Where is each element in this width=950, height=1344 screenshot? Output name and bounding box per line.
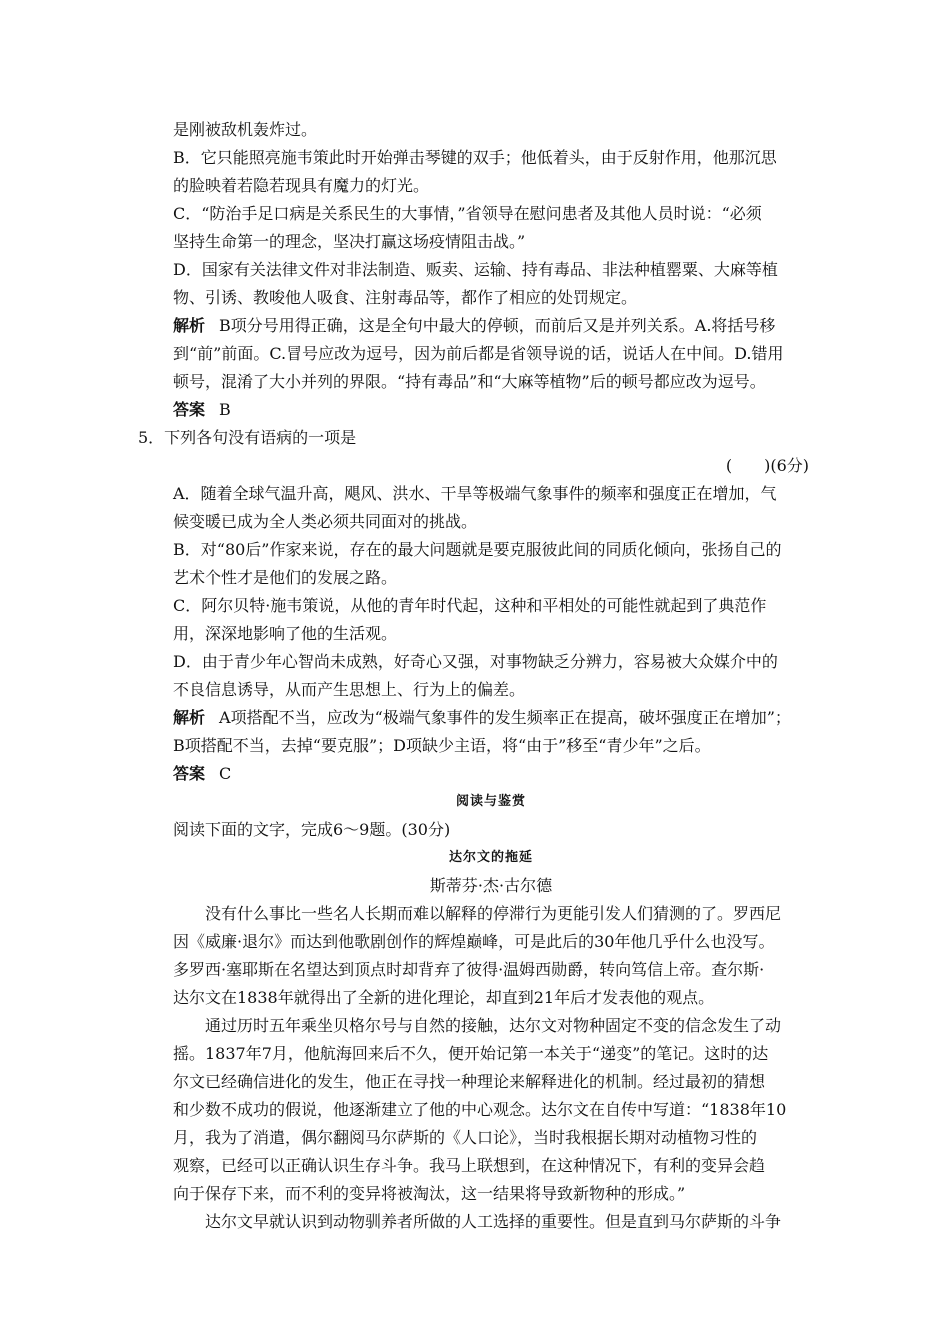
option-a-line-1: A．随着全球气温升高，飓风、洪水、干旱等极端气象事件的频率和强度正在增加，气 bbox=[173, 484, 777, 503]
analysis-line-2: 到“前”前面。C.冒号应改为逗号，因为前后都是省领导说的话，说话人在中间。D.错用 bbox=[173, 344, 784, 363]
paragraph-1-line-1: 没有什么事比一些名人长期而难以解释的停滞行为更能引发人们猜测的了。罗西尼 bbox=[205, 904, 782, 923]
section-title: 阅读与鉴赏 bbox=[455, 794, 526, 809]
paragraph-2-line-5: 月，我为了消遣，偶尔翻阅马尔萨斯的《人口论》，当时我根据长期对动植物习性的 bbox=[173, 1128, 758, 1147]
paragraph-1-line-3: 多罗西·塞耶斯在名望达到顶点时却背弃了彼得·温姆西勋爵，转向笃信上帝。查尔斯· bbox=[173, 960, 765, 979]
option-d-line-1: D．国家有关法律文件对非法制造、贩卖、运输、持有毒品、非法种植罂粟、大麻等植 bbox=[173, 260, 778, 279]
option-d-line-2: 不良信息诱导，从而产生思想上、行为上的偏差。 bbox=[173, 680, 526, 699]
answer-value: C bbox=[219, 764, 232, 783]
analysis-label: 解析 bbox=[173, 316, 206, 335]
article-title: 达尔文的拖延 bbox=[448, 850, 533, 865]
paragraph-2-line-6: 观察，已经可以正确认识生存斗争。我马上联想到，在这种情况下，有利的变异会趋 bbox=[173, 1156, 766, 1175]
option-d-line-2: 物、引诱、教唆他人吸食、注射毒品等，都作了相应的处罚规定。 bbox=[173, 288, 638, 307]
option-a-line-2: 候变暖已成为全人类必须共同面对的挑战。 bbox=[173, 512, 478, 531]
option-b-line-2: 的脸映着若隐若现具有魔力的灯光。 bbox=[173, 176, 430, 195]
article-author: 斯蒂芬·杰·古尔德 bbox=[429, 876, 553, 895]
option-b-line-1: B．对“80后”作家来说，存在的最大问题就是要克服彼此间的同质化倾向，张扬自己的 bbox=[173, 540, 782, 559]
question-5-score: ( )(6分) bbox=[725, 456, 809, 475]
option-b-line-2: 艺术个性才是他们的发展之路。 bbox=[173, 568, 398, 587]
question-5-body bbox=[173, 452, 809, 788]
paragraph-1-line-2: 因《威廉·退尔》而达到他歌剧创作的辉煌巅峰，可是此后的30年他几乎什么也没写。 bbox=[173, 932, 775, 951]
answer-label: 答案 bbox=[173, 764, 206, 783]
question-5-stem: 5．下列各句没有语病的一项是 bbox=[138, 428, 357, 447]
analysis-line-1: 解析 B项分号用得正确，这是全句中最大的停顿，而前后又是并列关系。A.将括号移 bbox=[173, 316, 776, 335]
paragraph-2-line-4: 和少数不成功的假说，他逐渐建立了他的中心观念。达尔文在自传中写道：“1838年10 bbox=[173, 1100, 787, 1119]
option-c-line-2: 用，深深地影响了他的生活观。 bbox=[173, 624, 398, 643]
paragraph-1-line-4: 达尔文在1838年就得出了全新的进化理论，却直到21年后才发表他的观点。 bbox=[173, 988, 715, 1007]
analysis-line-2: B项搭配不当，去掉“要克服”；D项缺少主语，将“由于”移至“青少年”之后。 bbox=[173, 736, 711, 755]
question-4-options bbox=[173, 116, 809, 424]
option-a-tail: 是刚被敌机轰炸过。 bbox=[173, 120, 318, 139]
answer-label: 答案 bbox=[173, 400, 206, 419]
analysis-line-3: 顿号，混淆了大小并列的界限。“持有毒品”和“大麻等植物”后的顿号都应改为逗号。 bbox=[173, 372, 766, 391]
paragraph-2-line-7: 向于保存下来，而不利的变异将被淘汰，这一结果将导致新物种的形成。” bbox=[173, 1184, 686, 1203]
paragraph-3-line-1: 达尔文早就认识到动物驯养者所做的人工选择的重要性。但是直到马尔萨斯的斗争 bbox=[205, 1212, 782, 1231]
reading-section bbox=[173, 788, 809, 1236]
option-c-line-1: C．阿尔贝特·施韦策说，从他的青年时代起，这种和平相处的可能性就起到了典范作 bbox=[173, 596, 767, 615]
option-c-line-2: 坚持生命第一的理念，坚决打赢这场疫情阻击战。” bbox=[173, 232, 526, 251]
option-c-line-1: C．“防治手足口病是关系民生的大事情，”省领导在慰问患者及其他人员时说：“必须 bbox=[173, 204, 762, 223]
paragraph-2-line-2: 摇。1837年7月，他航海回来后不久，便开始记第一本关于“递变”的笔记。这时的达 bbox=[173, 1044, 769, 1063]
analysis-line-1: 解析 A项搭配不当，应改为“极端气象事件的发生频率正在提高，破坏强度正在增加”； bbox=[173, 708, 791, 727]
reading-instruction: 阅读下面的文字，完成6～9题。(30分) bbox=[173, 820, 451, 839]
option-b-line-1: B．它只能照亮施韦策此时开始弹击琴键的双手；他低着头，由于反射作用，他那沉思 bbox=[173, 148, 777, 167]
option-d-line-1: D．由于青少年心智尚未成熟，好奇心又强，对事物缺乏分辨力，容易被大众媒介中的 bbox=[173, 652, 778, 671]
answer-line bbox=[173, 396, 809, 424]
paragraph-2-line-3: 尔文已经确信进化的发生，他正在寻找一种理论来解释进化的机制。经过最初的猜想 bbox=[173, 1072, 766, 1091]
paragraph-2-line-1: 通过历时五年乘坐贝格尔号与自然的接触，达尔文对物种固定不变的信念发生了动 bbox=[205, 1016, 782, 1035]
answer-value: B bbox=[219, 400, 231, 419]
analysis-label: 解析 bbox=[173, 708, 206, 727]
answer-line bbox=[173, 760, 809, 788]
